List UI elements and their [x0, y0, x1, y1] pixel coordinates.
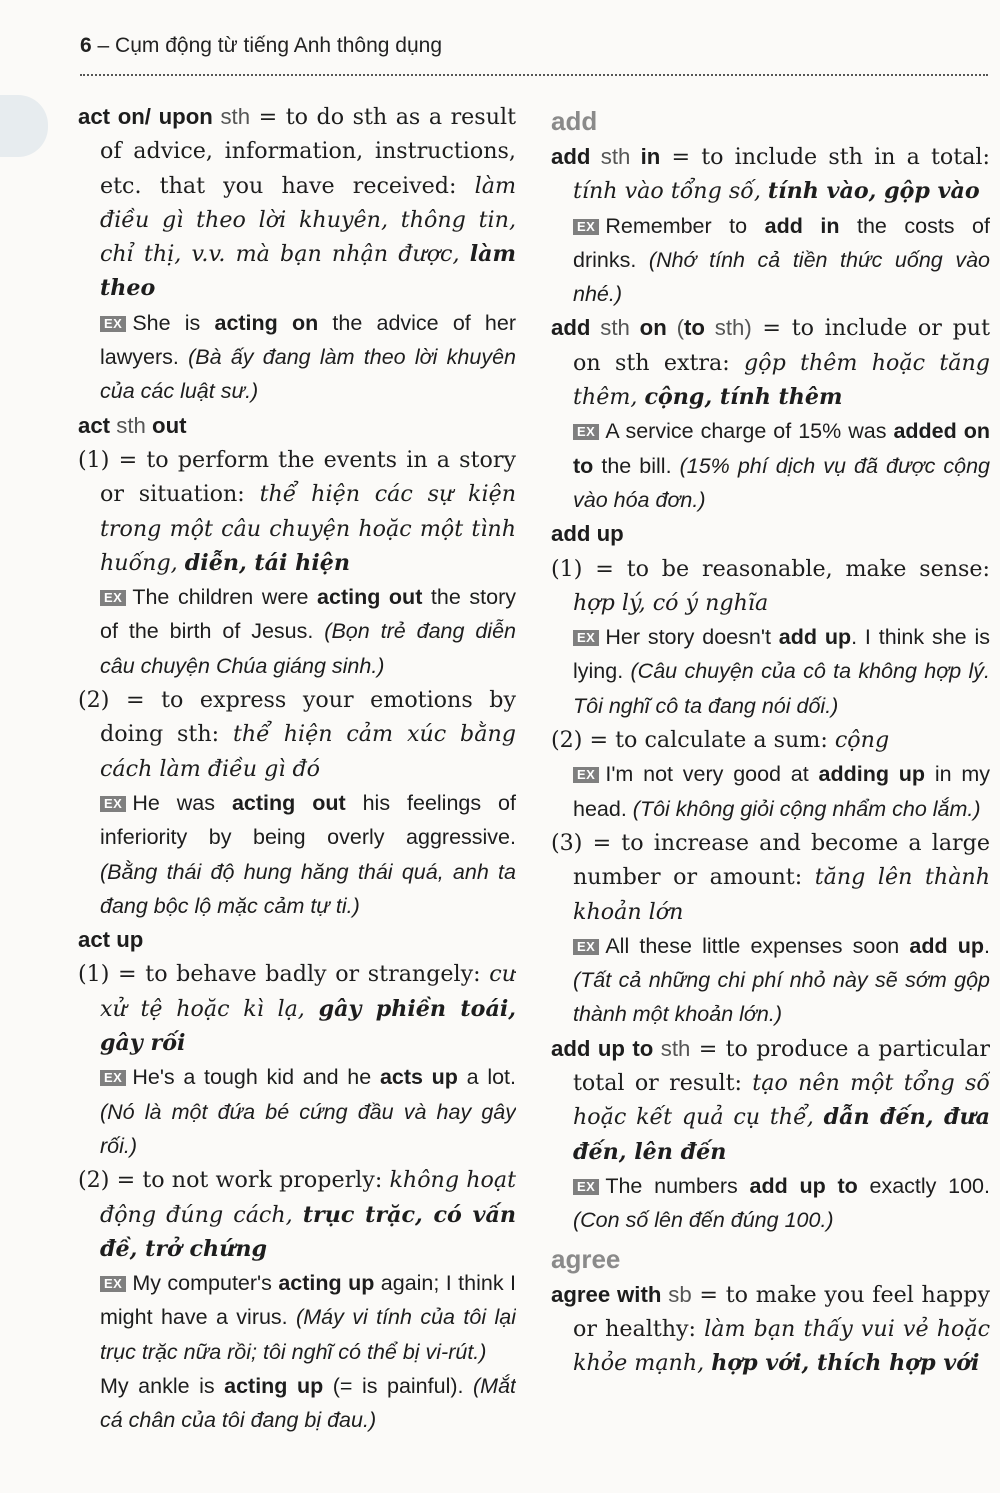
object-placeholder: sth	[590, 315, 640, 341]
vietnamese-definition: tăng lên thành khoản lớn	[573, 864, 990, 925]
vietnamese-definition: gộp thêm hoặc tăng thêm,	[573, 349, 990, 411]
headword-add: add	[551, 106, 598, 136]
phrasal-verb: agree with	[551, 1281, 662, 1307]
example-text: All these little expenses soon	[605, 933, 910, 958]
example	[573, 209, 990, 312]
example-text: My computer's	[132, 1271, 279, 1296]
example-text: the advice of her lawyers.	[100, 310, 516, 370]
sense-1	[78, 443, 516, 580]
example-badge: EX	[100, 796, 126, 812]
vietnamese-definition: thể hiện các sự kiện trong một câu chuyện hoặc một tình huống,	[100, 481, 516, 576]
vietnamese-definition: làm bạn thấy vui vẻ hoặc khỏe mạnh,	[573, 1315, 990, 1377]
vietnamese-keyword: trục trặc, có vấn đề, trở chứng	[100, 1201, 516, 1262]
english-definition: = to not work properly:	[109, 1167, 390, 1194]
phrasal-verb: add up	[551, 521, 624, 547]
entry-act-out	[78, 409, 516, 923]
entry-add-up-to	[551, 1032, 990, 1238]
example	[573, 1169, 990, 1238]
example-translation: (Tất cả những chi phí nhỏ này sẽ sớm gộp thành một khoản lớn.)	[573, 968, 990, 1027]
example-badge: EX	[100, 1276, 126, 1292]
example-badge: EX	[573, 424, 599, 440]
entry-heading	[551, 517, 990, 551]
object-placeholder: sth	[590, 144, 641, 169]
thumb-index-tab	[0, 95, 48, 157]
sense-2	[78, 1163, 516, 1266]
usage-note	[100, 1369, 516, 1438]
example-keyword: acts up	[379, 1065, 458, 1090]
phrasal-particle: in	[640, 144, 661, 169]
phrasal-verb: add up to	[551, 1035, 654, 1061]
header-title: Cụm động từ tiếng Anh thông dụng	[115, 34, 443, 57]
example-badge: EX	[573, 1179, 599, 1195]
entry-act-up	[78, 923, 516, 1437]
example-text: The numbers	[605, 1173, 750, 1198]
phrasal-verb: act on/ upon	[78, 104, 213, 129]
vietnamese-definition: tính vào tổng số,	[573, 178, 768, 205]
example	[100, 1266, 516, 1369]
entry-heading	[78, 923, 516, 957]
phrasal-verb: add	[551, 144, 591, 169]
example-keyword: add up	[778, 625, 852, 650]
example	[100, 306, 516, 409]
english-definition: = to include or put on sth extra:	[573, 315, 990, 376]
entry-add-in	[551, 140, 990, 311]
example-text: I'm not very good at	[605, 762, 819, 787]
example-text: a lot.	[457, 1065, 516, 1090]
english-definition: = to express your emotions by doing sth:	[100, 687, 516, 748]
example-badge: EX	[573, 630, 599, 646]
example-text: again; I think I might have a virus.	[100, 1271, 516, 1330]
example-text: the story of the birth of Jesus.	[100, 585, 516, 644]
example-translation: (Câu chuyện của cô ta không hợp lý. Tôi nghĩ cô ta đang nói dối.)	[573, 659, 990, 718]
example-badge: EX	[100, 316, 126, 332]
vietnamese-keyword: làm theo	[100, 241, 516, 302]
example-text: Remember to	[605, 213, 765, 238]
english-definition: = to include sth in a total:	[660, 144, 990, 170]
definition	[551, 1032, 990, 1169]
sense-2	[78, 683, 516, 786]
object-placeholder: sth	[212, 104, 251, 129]
example-translation: (Máy vi tính của tôi lại trục trặc nữa rồi; tôi nghĩ có thể bị vi-rút.)	[100, 1305, 516, 1364]
sense-number: (2)	[551, 727, 583, 754]
example	[100, 786, 516, 923]
example	[573, 757, 990, 826]
sense-number: (2)	[78, 1167, 110, 1194]
example-text: A service charge of 15% was	[605, 419, 894, 444]
left-column	[78, 100, 516, 1485]
note-text: (= is painful).	[323, 1373, 473, 1398]
object-placeholder: sth	[110, 412, 153, 438]
sense-3	[551, 826, 990, 929]
example-keyword: adding up	[818, 762, 926, 787]
example-keyword: acting out	[231, 790, 346, 815]
page-number: 6	[80, 34, 92, 57]
example	[573, 620, 990, 723]
sense-1	[78, 957, 516, 1060]
example-text: the costs of drinks.	[573, 213, 990, 272]
header-separator: –	[91, 34, 116, 57]
example-text: He was	[132, 790, 232, 815]
definition	[78, 100, 516, 306]
english-definition: = to increase and become a large number or amount:	[573, 829, 990, 891]
sense-1	[551, 552, 990, 621]
example-keyword: acting up	[278, 1271, 375, 1296]
example-badge: EX	[573, 767, 599, 783]
phrasal-verb: act	[78, 412, 111, 438]
vietnamese-keyword: tính vào, gộp vào	[767, 178, 980, 205]
example-translation: (Tôi không giỏi cộng nhẩm cho lắm.)	[632, 796, 981, 821]
example-text: She is	[132, 310, 215, 335]
running-header	[80, 34, 988, 76]
vietnamese-keyword: cộng, tính thêm	[644, 384, 843, 411]
example	[573, 929, 990, 1032]
example-text: He's a tough kid and he	[132, 1065, 380, 1090]
example-keyword: add in	[764, 213, 840, 238]
example-text: exactly 100.	[857, 1173, 990, 1198]
sense-number: (3)	[551, 829, 583, 856]
english-definition: = to make you feel happy or healthy:	[573, 1281, 990, 1342]
example	[573, 414, 990, 517]
sense-2	[551, 723, 990, 757]
example-text: .	[984, 933, 990, 958]
example-text: . I think she is lying.	[573, 625, 990, 684]
headword-agree: agree	[551, 1243, 621, 1274]
example-keyword: added on to	[573, 419, 990, 478]
example-translation: (15% phí dịch vụ đã được cộng vào hóa đơn.)	[573, 453, 990, 512]
sense-number: (1)	[78, 446, 110, 473]
vietnamese-keyword: hợp với, thích hợp với	[711, 1350, 980, 1377]
entry-act-on	[78, 100, 516, 409]
phrasal-particle: to	[683, 315, 705, 341]
example-keyword: add up	[909, 933, 985, 958]
vietnamese-definition: cư xử tệ hoặc kì lạ,	[100, 961, 516, 1022]
note-text: My ankle is	[100, 1373, 225, 1398]
example-translation: (Bọn trẻ đang diễn câu chuyện Chúa giáng sinh.)	[100, 619, 516, 678]
phrasal-particle: out	[152, 412, 187, 438]
object-placeholder: sth)	[704, 315, 752, 341]
example-text: The children were	[132, 585, 318, 610]
example-translation: (Nó là một đứa bé cứng đầu và hay gây rối.)	[100, 1099, 516, 1158]
object-placeholder: sth	[653, 1035, 691, 1061]
example	[100, 1060, 516, 1163]
sense-number: (2)	[78, 687, 110, 714]
entry-heading	[78, 409, 516, 443]
phrasal-particle: on	[639, 315, 667, 341]
vietnamese-keyword: diễn, tái hiện	[184, 549, 350, 576]
example-translation: (Nhớ tính cả tiền thức uống vào nhé.)	[573, 247, 990, 307]
example-translation: (Bằng thái độ hung hăng thái quá, anh ta đang bộc lộ mặc cảm tự ti.)	[100, 859, 516, 918]
definition	[551, 1278, 990, 1381]
english-definition: = to do sth as a result of advice, information, instructions, etc. that you have received:	[100, 104, 516, 199]
paren-open: (	[666, 315, 684, 341]
example-translation: (Bà ấy đang làm theo lời khuyên của các luật sư.)	[100, 345, 516, 404]
note-keyword: acting up	[224, 1373, 324, 1398]
phrasal-verb: add	[551, 315, 591, 341]
example-badge: EX	[573, 939, 599, 955]
object-placeholder: sb	[661, 1281, 692, 1307]
entry-add-on	[551, 311, 990, 517]
vietnamese-definition: thể hiện cảm xúc bằng cách làm điều gì đó	[100, 721, 516, 782]
english-definition: = to behave badly or strangely:	[109, 961, 490, 988]
example-keyword: acting on	[214, 310, 319, 335]
vietnamese-definition: hợp lý, có ý nghĩa	[573, 589, 769, 616]
example	[100, 580, 516, 683]
vietnamese-keyword: gây phiền toái, gây rối	[100, 995, 516, 1057]
example-badge: EX	[573, 219, 599, 235]
vietnamese-definition: tạo nên một tổng số hoặc kết quả cụ thể,	[573, 1070, 990, 1131]
example-keyword: acting out	[317, 585, 423, 610]
vietnamese-definition: cộng	[834, 727, 890, 754]
example-translation: (Con số lên đến đúng 100.)	[573, 1208, 834, 1233]
example-badge: EX	[100, 1070, 126, 1086]
example-text: his feelings of inferiority by being overly aggressive.	[100, 790, 516, 850]
english-definition: = to perform the events in a story or situation:	[100, 446, 516, 508]
note-translation: (Mắt cá chân của tôi đang bị đau.)	[100, 1373, 516, 1433]
example-keyword: add up to	[749, 1173, 858, 1198]
example-text: in my head.	[573, 762, 990, 821]
english-definition: = to produce a particular total or result:	[573, 1035, 990, 1097]
definition	[551, 311, 990, 414]
vietnamese-definition: làm điều gì theo lời khuyên, thông tin, chỉ thị, v.v. mà bạn nhận được,	[100, 172, 516, 268]
vietnamese-definition: không hoạt động đúng cách,	[100, 1167, 516, 1228]
example-badge: EX	[100, 590, 126, 606]
example-text: Her story doesn't	[605, 625, 779, 650]
english-definition: = to be reasonable, make sense:	[582, 555, 990, 582]
english-definition: = to calculate a sum:	[582, 727, 835, 754]
entry-add-up	[551, 517, 990, 1031]
sense-number: (1)	[551, 555, 583, 582]
entry-agree-with	[551, 1278, 990, 1381]
phrasal-verb: act up	[78, 927, 144, 953]
right-column	[551, 100, 990, 1485]
example-text: the bill.	[593, 453, 680, 478]
vietnamese-keyword: dẫn đến, đưa đến, lên đến	[573, 1104, 990, 1165]
sense-number: (1)	[78, 961, 110, 988]
definition	[551, 140, 990, 209]
